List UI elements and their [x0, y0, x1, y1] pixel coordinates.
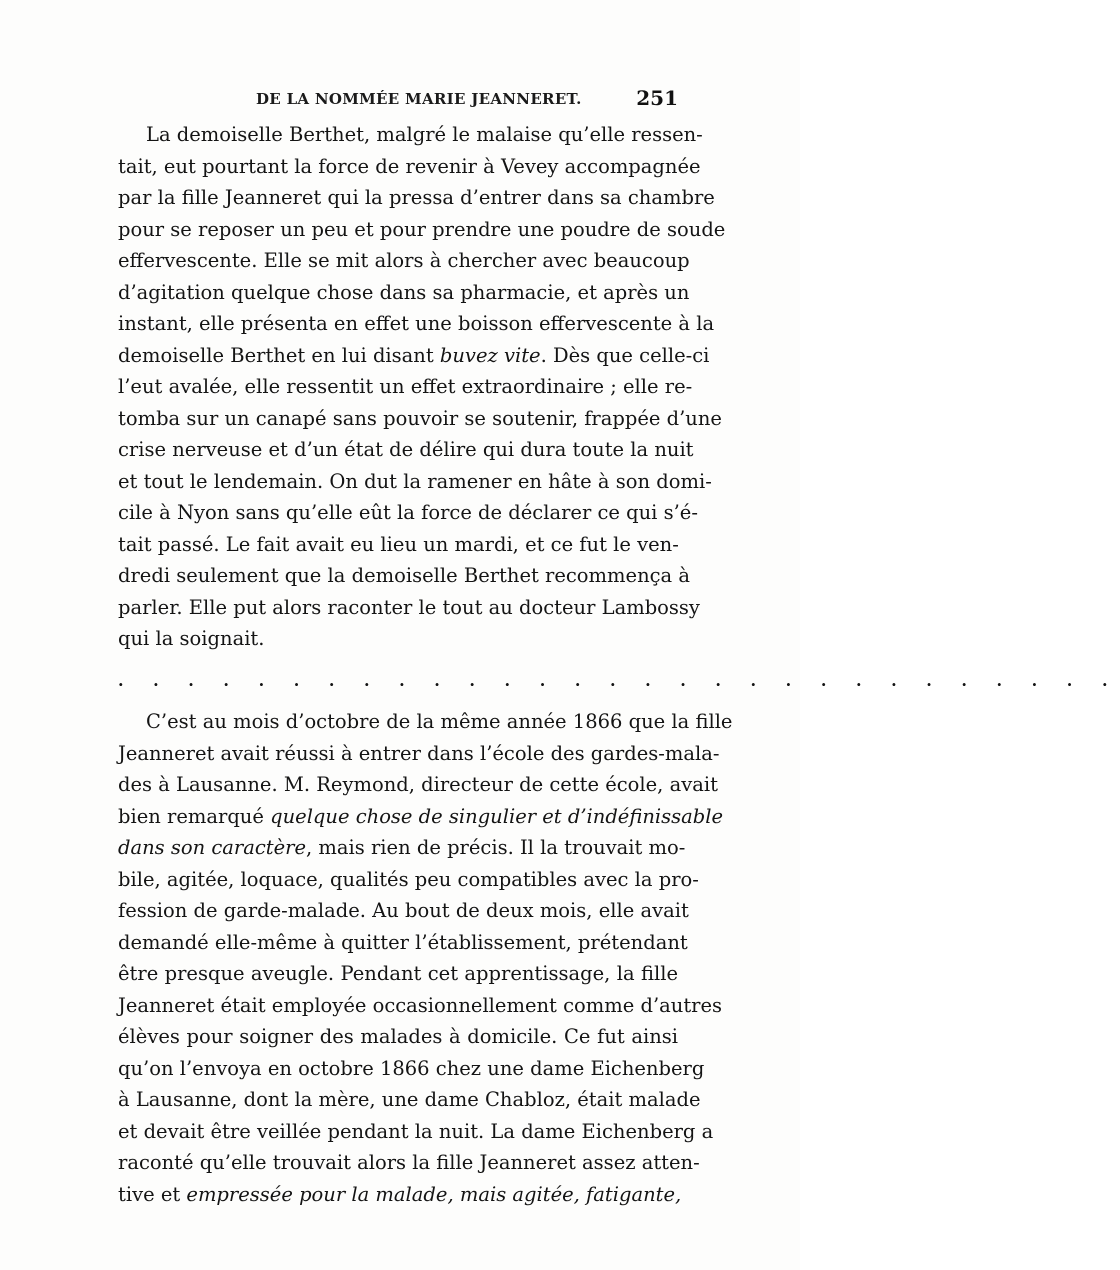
text-line: crise nerveuse et d’un état de délire qui dura toute la nuit: [118, 438, 694, 461]
paragraph-2: [118, 706, 733, 1210]
italic-phrase: empressée pour la malade, mais agitée, fatigante,: [186, 1182, 682, 1206]
text-line: à Lausanne, dont la mère, une dame Chabloz, était malade: [118, 1088, 701, 1111]
text-line: élèves pour soigner des malades à domicile. Ce fut ainsi: [118, 1025, 678, 1048]
text-line: Jeanneret avait réussi à entrer dans l’école des gardes-mala-: [118, 741, 720, 765]
text-line: parler. Elle put alors raconter le tout au docteur Lambossy: [118, 595, 700, 619]
text-segment: , mais rien de précis. Il la trouvait mo-: [306, 836, 686, 859]
text-line: bile, agitée, loquace, qualités peu compatibles avec la pro-: [118, 867, 699, 891]
text-line: et tout le lendemain. On dut la ramener en hâte à son domi-: [118, 469, 712, 493]
body-text: [118, 119, 1120, 1210]
text-line: Jeanneret était employée occasionnellement comme d’autres: [118, 993, 723, 1017]
text-line: cile à Nyon sans qu’elle eût la force de déclarer ce qui s’é-: [118, 501, 698, 524]
text-line: effervescente. Elle se mit alors à chercher avec beaucoup: [118, 249, 690, 272]
text-line-with-italic: [118, 340, 710, 372]
paragraph-1: [118, 119, 726, 655]
text-segment: . Dès que celle-ci: [540, 343, 710, 367]
text-line: dredi seulement que la demoiselle Berthet recommença à: [118, 564, 690, 587]
text-line: qu’on l’envoya en octobre 1866 chez une dame Eichenberg: [118, 1056, 705, 1080]
text-line: La demoiselle Berthet, malgré le malaise qu’elle ressen-: [146, 123, 703, 146]
text-line: d’agitation quelque chose dans sa pharmacie, et après un: [118, 280, 690, 304]
page-number: 251: [636, 86, 678, 110]
text-line: pour se reposer un peu et pour prendre une poudre de soude: [118, 217, 726, 241]
text-line: tait passé. Le fait avait eu lieu un mardi, et ce fut le ven-: [118, 532, 679, 556]
text-line: qui la soignait.: [118, 627, 265, 650]
text-line: l’eut avalée, elle ressentit un effet extraordinaire ; elle re-: [118, 375, 693, 398]
text-segment: bien remarqué: [118, 804, 271, 828]
text-line: des à Lausanne. M. Reymond, directeur de cette école, avait: [118, 773, 718, 796]
text-line: être presque aveugle. Pendant cet apprentissage, la fille: [118, 962, 678, 985]
text-line-with-italic: [118, 1179, 682, 1211]
italic-phrase: dans son caractère: [118, 836, 307, 859]
text-line: tomba sur un canapé sans pouvoir se soutenir, frappée d’une: [118, 406, 722, 430]
running-head: [118, 86, 678, 116]
text-line: par la fille Jeanneret qui la pressa d’entrer dans sa chambre: [118, 186, 715, 209]
running-title: DE LA NOMMÉE MARIE JEANNERET.: [256, 90, 582, 108]
text-segment: tive et: [118, 1182, 187, 1206]
text-line: demandé elle-même à quitter l’établissement, prétendant: [118, 930, 688, 954]
text-line: tait, eut pourtant la force de revenir à Vevey accompagnée: [118, 154, 701, 178]
text-line: instant, elle présenta en effet une boisson effervescente à la: [118, 312, 715, 335]
text-line: fession de garde-malade. Au bout de deux mois, elle avait: [118, 899, 689, 922]
text-line: raconté qu’elle trouvait alors la fille Jeanneret assez atten-: [118, 1151, 700, 1174]
text-line-with-italic: [118, 832, 686, 864]
text-segment: demoiselle Berthet en lui disant: [118, 343, 440, 367]
text-line-with-italic: [118, 801, 724, 833]
text-line: et devait être veillée pendant la nuit. La dame Eichenberg a: [118, 1119, 714, 1143]
italic-phrase: quelque chose de singulier et d’indéfinissable: [270, 804, 724, 828]
italic-phrase: buvez vite: [439, 343, 541, 367]
ellipsis-separator: . . . . . . . . . . . . . . . . . . . . . . . . . . . . .: [118, 670, 1120, 690]
text-line: C’est au mois d’octobre de la même année 1866 que la fille: [146, 710, 733, 733]
